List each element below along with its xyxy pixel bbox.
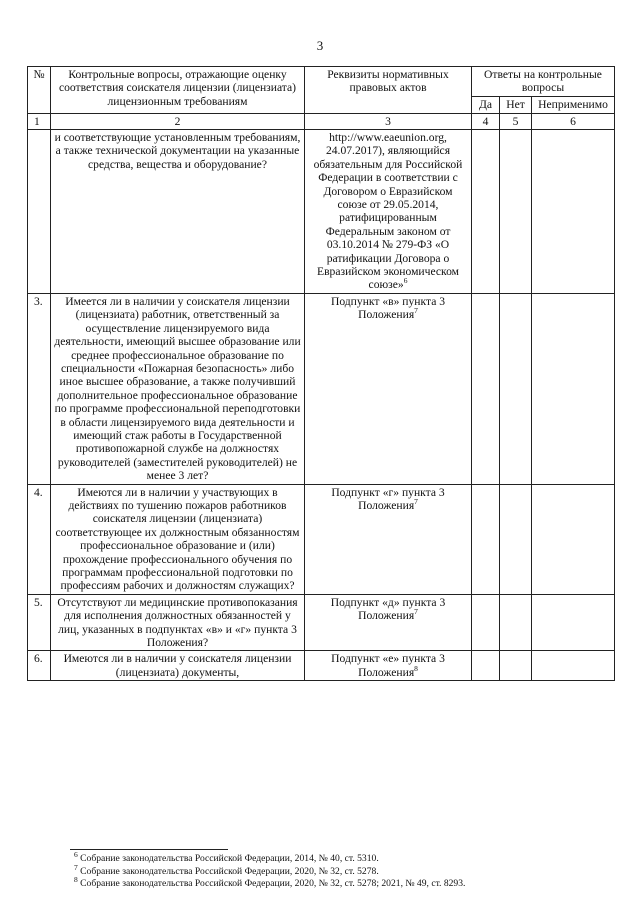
table-row <box>28 293 615 484</box>
requisites-cell <box>305 130 472 294</box>
header-answers: Ответы на контрольные вопросы <box>472 67 615 97</box>
row-number: 4. <box>28 484 51 594</box>
requisites-cell <box>305 651 472 681</box>
question-cell: Имеются ли в наличии у участвующих в действиях по тушению пожаров работников соискателя лицензии (лицензиата) соответствующее их должностным обязанностям профессиональное образование и (или) прохождение профессионального обучения по программам профессиональной подготовки по профессиям рабочих и должностям служащих? <box>51 484 305 594</box>
requisites-cell <box>305 594 472 651</box>
requisites-cell <box>305 293 472 484</box>
answer-no-cell[interactable] <box>500 484 532 594</box>
requisites-text: Подпункт «е» пункта 3 Положения <box>331 652 445 679</box>
question-cell: Имеются ли в наличии у соискателя лицензии (лицензиата) документы, <box>51 651 305 681</box>
column-number: 1 <box>28 114 51 130</box>
answer-na-cell[interactable] <box>532 130 615 294</box>
answer-na-cell[interactable] <box>532 651 615 681</box>
requisites-text: http://www.eaeunion.org, 24.07.2017), являющийся обязательным для Российской Федерации в соответствии с Договором о Евразийском союзе от 29.05.2014, ратифицированным Федеральным законом от 03.10.2014 № 279-ФЗ «О ратификации Договора о Евразийском экономическом союзе» <box>313 131 463 292</box>
answer-no-cell[interactable] <box>500 130 532 294</box>
table-row <box>28 484 615 594</box>
footnote-number: 8 <box>74 875 78 884</box>
footnote <box>74 849 465 866</box>
table-row <box>28 651 615 681</box>
column-number-row <box>28 114 615 130</box>
answer-no-cell[interactable] <box>500 293 532 484</box>
footnote-text: Собрание законодательства Российской Федерации, 2014, № 40, ст. 5310. <box>80 853 379 864</box>
question-cell: Отсутствуют ли медицинские противопоказания для исполнения должностных обязанностей у лиц, указанных в подпунктах «в» и «г» пункта 3 Положения? <box>51 594 305 651</box>
footnote <box>74 875 466 891</box>
requisites-text: Подпункт «д» пункта 3 Положения <box>330 595 446 623</box>
header-na: Неприменимо <box>532 97 615 114</box>
footnote-text: Собрание законодательства Российской Федерации, 2020, № 32, ст. 5278. <box>80 865 379 877</box>
answer-no-cell[interactable] <box>500 651 532 681</box>
table-row <box>28 594 615 651</box>
column-number: 2 <box>51 114 305 130</box>
column-number: 5 <box>500 114 532 130</box>
requisites-text: Подпункт «г» пункта 3 Положения <box>331 485 445 512</box>
footnote-mark: 7 <box>414 306 418 316</box>
table-header-row <box>28 67 615 97</box>
row-number: 6. <box>28 651 51 681</box>
footnote-number: 6 <box>74 849 78 859</box>
page-number: 3 <box>316 38 324 53</box>
requisites-cell <box>305 484 472 594</box>
answer-yes-cell[interactable] <box>472 651 500 681</box>
header-yes: Да <box>472 97 500 114</box>
footnote-mark: 7 <box>414 607 418 617</box>
header-no: Нет <box>500 97 532 114</box>
answer-na-cell[interactable] <box>532 293 615 484</box>
answer-yes-cell[interactable] <box>472 594 500 651</box>
footnote-text: Собрание законодательства Российской Федерации, 2020, № 32, ст. 5278; 2021, № 49, ст. 8293. <box>80 878 466 890</box>
answer-yes-cell[interactable] <box>472 484 500 594</box>
footnote-mark: 7 <box>414 497 418 507</box>
footnote-mark: 8 <box>414 663 418 673</box>
checklist-table <box>27 66 615 681</box>
requisites-text: Подпункт «в» пункта 3 Положения <box>330 294 446 322</box>
header-question: Контрольные вопросы, отражающие оценку соответствия соискателя лицензии (лицензиата) лицензионным требованиям <box>51 67 305 114</box>
footnote-divider <box>70 849 228 850</box>
column-number: 4 <box>472 114 500 130</box>
table-row <box>28 130 615 294</box>
answer-no-cell[interactable] <box>500 594 532 651</box>
question-cell: Имеется ли в наличии у соискателя лицензии (лицензиата) работник, ответственный за осуществление лицензируемого вида деятельности, имеющий высшее образование или среднее профессиональное образование по специальности «Пожарная безопасность» либо иное высшее образование, а также получивший дополнительное профессиональное образование по программе профессиональной переподготовки в области лицензируемого вида деятельности и имеющий стаж работы в Государственной противопожарной службе на должностях руководителей (заместителей руководителей) не менее 3 лет? <box>51 293 305 484</box>
row-number <box>28 130 51 294</box>
header-requisites: Реквизиты нормативных правовых актов <box>305 67 472 114</box>
footnotes <box>74 849 466 891</box>
answer-yes-cell[interactable] <box>472 293 500 484</box>
header-num: № <box>28 67 51 114</box>
row-number: 5. <box>28 594 51 651</box>
footnote-mark: 6 <box>403 276 408 286</box>
column-number: 3 <box>305 114 472 130</box>
footnote-number: 7 <box>74 862 78 872</box>
answer-na-cell[interactable] <box>532 594 615 651</box>
row-number: 3. <box>28 293 51 484</box>
column-number: 6 <box>532 114 615 130</box>
question-cell: и соответствующие установленным требованиям, а также технической документации на указанные средства, вещества и оборудование? <box>51 130 305 294</box>
answer-yes-cell[interactable] <box>472 130 500 294</box>
footnote <box>74 862 465 879</box>
answer-na-cell[interactable] <box>532 484 615 594</box>
